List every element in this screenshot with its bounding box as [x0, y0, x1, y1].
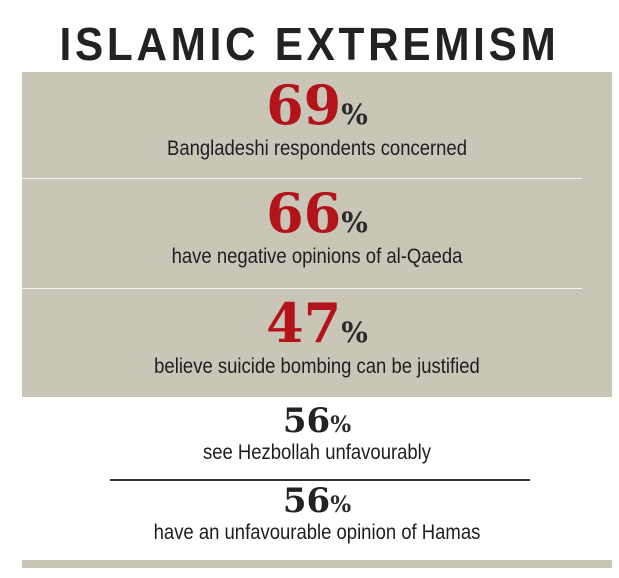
stat-value: 56 — [282, 401, 331, 441]
stat-value: 66 — [266, 181, 342, 245]
page-title: ISLAMIC EXTREMISM — [59, 18, 560, 70]
stat-description: see Hezbollah unfavourably — [202, 441, 432, 464]
stat-description: have negative opinions of al-Qaeda — [171, 245, 463, 268]
stat-hamas — [22, 481, 612, 546]
stat-al-qaeda — [22, 181, 612, 270]
stat-description: have an unfavourable opinion of Hamas — [153, 521, 481, 544]
stat-hezbollah — [22, 401, 612, 466]
stat-value: 56 — [282, 481, 331, 521]
stat-value: 47 — [266, 291, 342, 355]
divider — [22, 178, 582, 179]
percent-sign: % — [341, 98, 368, 131]
divider — [22, 288, 582, 289]
percent-sign: % — [330, 492, 352, 518]
percent-sign: % — [330, 412, 352, 438]
percent-sign: % — [341, 206, 368, 239]
stat-description: Bangladeshi respondents concerned — [166, 137, 467, 160]
stat-concerned — [22, 73, 612, 162]
stat-suicide-bombing — [22, 291, 612, 380]
stat-value: 69 — [266, 73, 342, 137]
percent-sign: % — [341, 316, 368, 349]
stat-description: believe suicide bombing can be justified — [154, 355, 480, 378]
bottom-bar — [22, 560, 612, 568]
